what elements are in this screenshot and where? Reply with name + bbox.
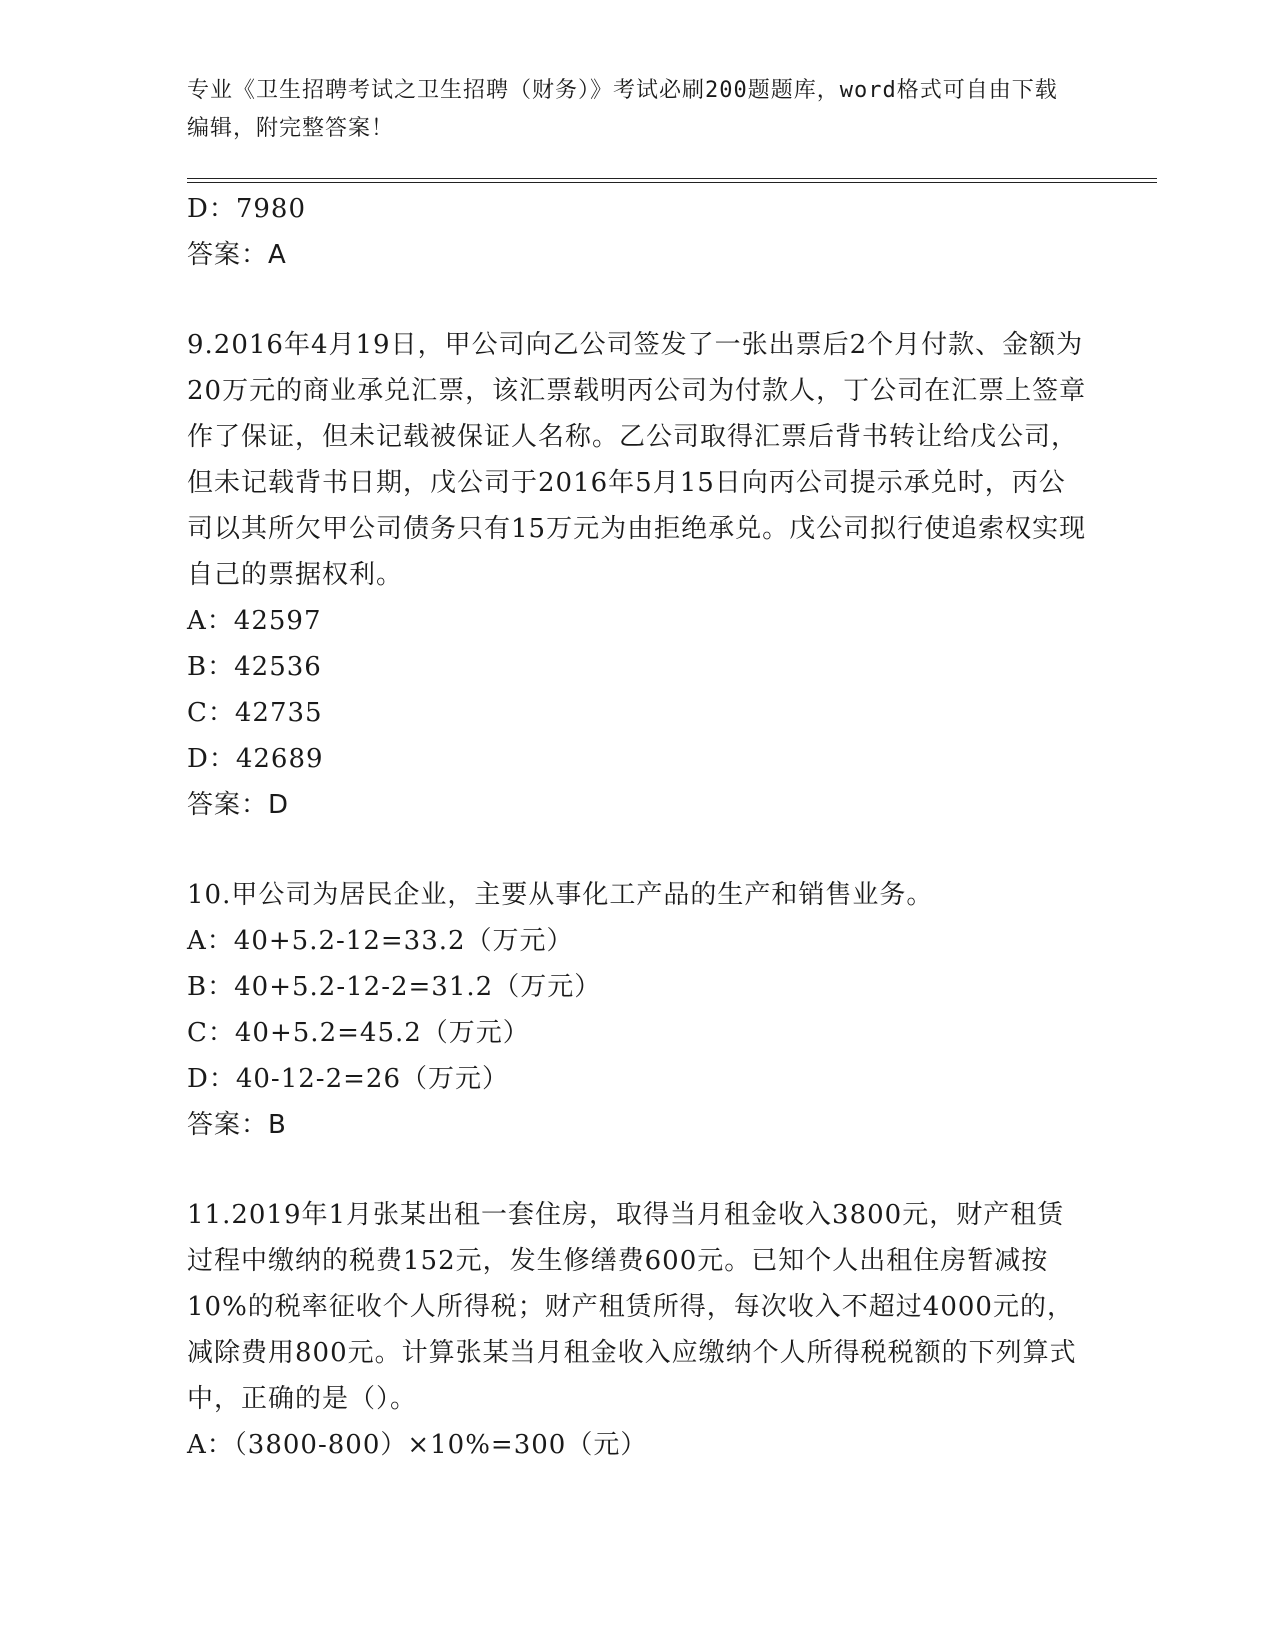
spacer — [187, 278, 1087, 322]
page-header — [187, 72, 1067, 148]
header-divider — [187, 178, 1157, 183]
option-c: C：42735 — [187, 698, 323, 728]
option-a: A：40+5.2-12=33.2（万元） — [187, 926, 574, 956]
question-9 — [187, 322, 1087, 828]
option-b: B：40+5.2-12-2=31.2（万元） — [187, 972, 602, 1002]
option-c: C：40+5.2=45.2（万元） — [187, 1018, 530, 1048]
option-a: A：42597 — [187, 606, 322, 636]
prev-option-d: D：7980 — [187, 194, 307, 224]
header-title: 专业《卫生招聘考试之卫生招聘（财务）》考试必刷200题题库，word格式可自由下载编辑，附完整答案！ — [187, 78, 1058, 141]
spacer — [187, 828, 1087, 872]
spacer — [187, 1148, 1087, 1192]
question-11 — [187, 1192, 1087, 1468]
option-b: B：42536 — [187, 652, 322, 682]
option-d: D：42689 — [187, 744, 324, 774]
question-stem: 10.甲公司为居民企业，主要从事化工产品的生产和销售业务。 — [187, 880, 934, 910]
question-10 — [187, 872, 1087, 1148]
answer: 答案：D — [187, 790, 290, 820]
option-d: D：40-12-2=26（万元） — [187, 1064, 509, 1094]
prev-answer: 答案：A — [187, 240, 287, 270]
option-a: A：（3800-800）×10%=300（元） — [187, 1430, 648, 1460]
question-content — [187, 186, 1087, 1468]
question-stem: 11.2019年1月张某出租一套住房，取得当月租金收入3800元，财产租赁过程中缴纳的税费152元，发生修缮费600元。已知个人出租住房暂减按10%的税率征收个人所得税；财产租赁所得，每次收入不超过4000元的，减除费用800元。计算张某当月租金收入应缴纳个人所得税税额的下列算式中，正确的是（）。 — [187, 1200, 1077, 1414]
question-stem: 9.2016年4月19日，甲公司向乙公司签发了一张出票后2个月付款、金额为20万元的商业承兑汇票，该汇票载明丙公司为付款人，丁公司在汇票上签章作了保证，但未记载被保证人名称。乙公司取得汇票后背书转让给戊公司，但未记载背书日期，戊公司于2016年5月15日向丙公司提示承兑时，丙公司以其所欠甲公司债务只有15万元为由拒绝承兑。戊公司拟行使追索权实现自己的票据权利。 — [187, 330, 1087, 590]
answer: 答案：B — [187, 1110, 287, 1140]
